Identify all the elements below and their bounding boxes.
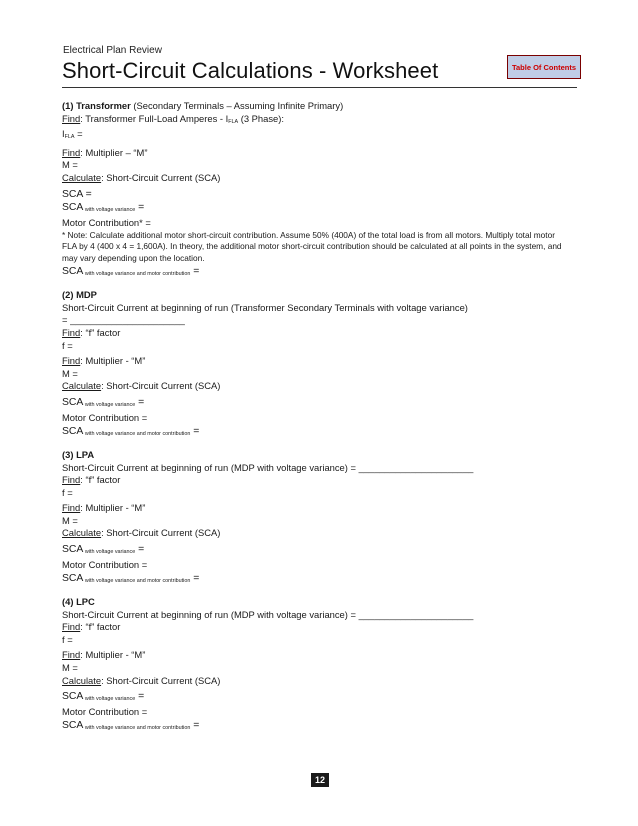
section-mdp-heading: (2) MDP xyxy=(62,289,97,301)
find-f-line xyxy=(62,621,582,634)
m-line: M = xyxy=(62,662,78,674)
find-f-line xyxy=(62,327,582,340)
find-multiplier-line xyxy=(62,502,582,515)
ifla-line xyxy=(62,128,582,144)
sca-voltage-motor-line xyxy=(62,425,582,441)
section-heading: (1) Transformer xyxy=(62,100,131,111)
page-title: Short-Circuit Calculations - Worksheet xyxy=(62,58,439,83)
header-divider xyxy=(62,87,577,88)
find-label: Find xyxy=(62,649,81,661)
calculate-text: : Short-Circuit Current (SCA) xyxy=(101,674,221,686)
m-line: M = xyxy=(62,367,78,379)
find-text: : Multiplier - “M” xyxy=(80,649,146,661)
find-label: Find xyxy=(62,355,81,367)
calculate-text: : Short-Circuit Current (SCA) xyxy=(101,380,221,392)
calculate-text: : Short-Circuit Current (SCA) xyxy=(101,527,221,539)
find-label: Find xyxy=(62,146,81,158)
subscript: FLA xyxy=(64,134,75,141)
calculate-line xyxy=(62,172,582,185)
ifla-tail: = xyxy=(74,128,83,140)
find-label: Find xyxy=(62,474,81,486)
find-label: Find xyxy=(62,621,81,633)
sca-main: SCA xyxy=(62,396,84,408)
m-line: M = xyxy=(62,159,78,171)
find-text: : “f” factor xyxy=(80,326,121,338)
sca-tail: = xyxy=(135,396,145,408)
sca-voltage-variance-line xyxy=(62,201,582,217)
find-f-line xyxy=(62,474,582,487)
f-line: f = xyxy=(62,486,73,498)
subscript: with voltage variance xyxy=(83,549,136,556)
blank-line: = ______________________ xyxy=(62,314,185,326)
find-multiplier-line xyxy=(62,649,582,662)
sca-voltage-variance-line xyxy=(62,396,582,412)
calculate-line xyxy=(62,380,582,393)
sca-main: SCA xyxy=(62,425,84,437)
calculate-label: Calculate xyxy=(62,674,102,686)
worksheet-content xyxy=(62,100,582,735)
find-text: : “f” factor xyxy=(80,621,121,633)
sca-line: SCA = xyxy=(62,188,92,200)
find-text: : “f” factor xyxy=(80,474,121,486)
calculate-label: Calculate xyxy=(62,527,102,539)
subscript: with voltage variance and motor contribution xyxy=(83,430,191,437)
find-text: : Multiplier - “M” xyxy=(80,502,146,514)
sca-main: SCA xyxy=(62,691,84,703)
motor-contribution-line: Motor Contribution* = xyxy=(62,216,151,228)
sca-voltage-motor-line xyxy=(62,265,582,281)
m-line: M = xyxy=(62,514,78,526)
intro-line: Short-Circuit Current at beginning of run (Transformer Secondary Terminals with voltage variance) xyxy=(62,301,468,313)
subscript: with voltage variance xyxy=(83,401,136,408)
section-transformer-heading xyxy=(62,100,582,113)
intro-line: Short-Circuit Current at beginning of run (MDP with voltage variance) = ______________________ xyxy=(62,608,474,620)
motor-contribution-line: Motor Contribution = xyxy=(62,412,148,424)
subscript: with voltage variance xyxy=(83,696,136,703)
find-text: : Transformer Full-Load Amperes - I xyxy=(80,112,229,124)
find-label: Find xyxy=(62,326,81,338)
find-label: Find xyxy=(62,112,81,124)
sca-voltage-motor-line xyxy=(62,719,582,735)
section-heading-note: (Secondary Terminals – Assuming Infinite Primary) xyxy=(133,100,344,111)
f-line: f = xyxy=(62,339,73,351)
sca-tail: = xyxy=(190,265,200,277)
sca-main: SCA xyxy=(62,265,84,277)
motor-contribution-line: Motor Contribution = xyxy=(62,706,148,718)
subscript: FLA xyxy=(228,118,239,125)
calculate-label: Calculate xyxy=(62,380,102,392)
subscript: with voltage variance xyxy=(83,206,136,213)
sca-voltage-variance-line xyxy=(62,543,582,559)
calculate-label: Calculate xyxy=(62,171,102,183)
sca-main: SCA xyxy=(62,572,84,584)
ifla-main: I xyxy=(62,128,65,140)
sca-tail: = xyxy=(190,720,200,732)
sca-tail: = xyxy=(190,425,200,437)
motor-note: * Note: Calculate additional motor short-circuit contribution. Assume 50% (400A) of the total load is from all motors. Multiply total motor FLA by 4 (400 x 4 = 1,600A). In theory, the additional motor short-circuit contribution should be calculated at all points in the system, and may vary depending upon the location. xyxy=(62,229,562,264)
section-lpa-heading: (3) LPA xyxy=(62,448,95,460)
calculate-line xyxy=(62,527,582,540)
intro-line: Short-Circuit Current at beginning of run (MDP with voltage variance) = ______________________ xyxy=(62,461,474,473)
f-line: f = xyxy=(62,633,73,645)
subscript: with voltage variance and motor contribution xyxy=(83,725,191,732)
table-of-contents-button[interactable]: Table Of Contents xyxy=(507,55,581,79)
sca-main: SCA xyxy=(62,201,84,213)
header-kicker: Electrical Plan Review xyxy=(63,45,162,56)
sca-tail: = xyxy=(135,691,145,703)
sca-main: SCA xyxy=(62,720,84,732)
motor-contribution-line: Motor Contribution = xyxy=(62,559,148,571)
sca-tail: = xyxy=(190,572,200,584)
subscript: with voltage variance and motor contribution xyxy=(83,270,191,277)
sca-main: SCA xyxy=(62,544,84,556)
find-multiplier-line xyxy=(62,355,582,368)
section-lpc-heading: (4) LPC xyxy=(62,596,95,608)
sca-tail: = xyxy=(135,544,145,556)
find-label: Find xyxy=(62,502,81,514)
sca-voltage-motor-line xyxy=(62,572,582,588)
calculate-line xyxy=(62,675,582,688)
sca-tail: = xyxy=(135,201,145,213)
find-multiplier-line xyxy=(62,147,582,160)
calculate-text: : Short-Circuit Current (SCA) xyxy=(101,171,221,183)
subscript: with voltage variance and motor contribution xyxy=(83,577,191,584)
find-tail: (3 Phase): xyxy=(238,112,284,124)
find-fla-line xyxy=(62,113,582,129)
find-text: : Multiplier – “M” xyxy=(80,146,148,158)
page-number: 12 xyxy=(311,773,329,787)
find-text: : Multiplier - “M” xyxy=(80,355,146,367)
sca-voltage-variance-line xyxy=(62,690,582,706)
